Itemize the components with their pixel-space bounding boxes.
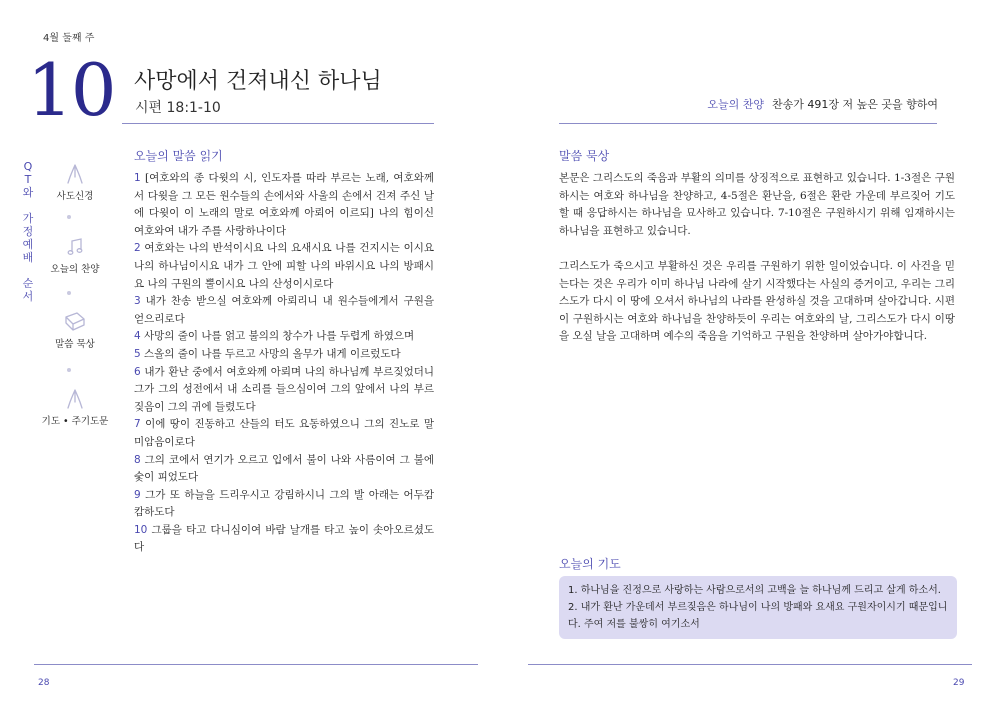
music-note-icon — [64, 236, 86, 258]
verse-number: 6 — [134, 365, 141, 378]
header-divider-left — [122, 123, 434, 124]
hymn-label: 오늘의 찬양 — [707, 98, 764, 111]
verse-text: 사망의 줄이 나를 얽고 불의의 창수가 나를 두렵게 하였으며 — [140, 330, 415, 343]
verse-number: 3 — [134, 295, 141, 308]
verse-text: 내가 환난 중에서 여호와께 아뢰며 나의 하나님께 부르짖었더니 그가 그의 성전에서 내 소리를 들으심이여 그의 앞에서 나의 부르짖음이 그의 귀에 들렸도다 — [134, 365, 434, 413]
scripture-reference: 시편 18:1-10 — [135, 100, 221, 116]
meditation-paragraph: 그리스도가 죽으시고 부활하신 것은 우리를 구원하기 위한 일이었습니다. 이 사건을 믿는다는 것은 우리가 이미 하나님 나라에 살기 시작했다는 사실의 증거이고, 우리는 그리스도가 다시 이 땅에 오셔서 하나님의 나라를 완성하실 것을 고대하며 살아갑니다. 시편이 구원하시는 여호와 하나님을 찬양하듯이 우리는 여호와의 날, 그리스도가 다시 이땅을 오실 날을 고대하며 예수의 죽음을 기억하고 구원을 찬양하며 살아가야합니다. — [559, 259, 955, 343]
meditation-text — [559, 170, 955, 364]
reading-heading: 오늘의 말씀 읽기 — [134, 149, 223, 163]
verse-number: 2 — [134, 242, 141, 255]
footer-divider-left — [34, 664, 478, 665]
meditation-paragraph: 본문은 그리스도의 죽음과 부활의 의미를 상징적으로 표현하고 있습니다. 1-3절은 구원하시는 여호와 하나님을 찬양하고, 4-5절은 환난을, 6절은 환란 가운데 부르짖어 기도할 때 응답하시는 하나님을 묘사하고 있습니다. 7-10절은 구원하시기 위해 임재하시는 하나님을 표현하고 있습니다. — [559, 172, 955, 237]
reading-text — [134, 170, 434, 557]
meditation-heading: 말씀 묵상 — [559, 149, 610, 163]
verse-text: 스올의 줄이 나를 두르고 사망의 올무가 내게 이르렀도다 — [140, 347, 401, 360]
sidebar-dot — [67, 368, 71, 372]
footer-divider-right — [528, 664, 972, 665]
sidebar-item-label: 사도신경 — [56, 191, 94, 202]
sidebar-item-label: 말씀 묵상 — [55, 339, 95, 350]
prayer-box — [559, 576, 957, 639]
page-title: 사망에서 건져내신 하나님 — [134, 69, 382, 94]
header-divider-right — [559, 123, 937, 124]
hymn-text: 찬송가 491장 저 높은 곳을 향하여 — [772, 98, 938, 111]
sidebar-item-label: 기도 • 주기도문 — [41, 416, 109, 427]
sidebar-item-prayer[interactable] — [40, 388, 110, 427]
sidebar-item-label: 오늘의 찬양 — [50, 264, 100, 275]
sidebar-item-apostles-creed[interactable] — [40, 163, 110, 202]
verse-number: 10 — [134, 523, 148, 536]
sidebar-dot — [67, 291, 71, 295]
sidebar-dot — [67, 215, 71, 219]
prayer-line: 1. 하나님을 진정으로 사랑하는 사람으로서의 고백을 늘 하나님께 드리고 살게 하소서. — [568, 585, 941, 596]
verse-number: 8 — [134, 453, 141, 466]
praying-hands-icon — [64, 388, 86, 410]
verse-text: 그룹을 타고 다니심이여 바람 날개를 타고 높이 솟아오르셨도다 — [134, 523, 434, 554]
bible-book-icon — [63, 311, 87, 333]
week-label: 4월 둘째 주 — [43, 33, 95, 44]
hymn-info — [707, 96, 938, 112]
page-number-right: 29 — [953, 678, 965, 688]
verse-text: 이에 땅이 진동하고 산들의 터도 요동하였으니 그의 진노로 말미암음이로다 — [134, 418, 434, 448]
verse-number: 9 — [134, 488, 141, 501]
verse-text: 그의 코에서 연기가 오르고 입에서 불이 나와 사름이여 그 불에 숯이 피었도다 — [134, 453, 434, 484]
verse-text: 여호와는 나의 반석이시요 나의 요새시요 나를 건지시는 이시요 나의 하나님이시요 내가 그 안에 피할 나의 바위시요 나의 방패시요 나의 구원의 뿔이시요 나의 산성이시로다 — [134, 242, 434, 290]
verse-number: 1 — [134, 172, 141, 184]
sidebar-item-todays-hymn[interactable] — [40, 236, 110, 275]
sidebar-item-word-meditation[interactable] — [40, 311, 110, 350]
verse-number: 7 — [134, 418, 141, 431]
day-number: 10 — [27, 48, 115, 132]
prayer-heading: 오늘의 기도 — [559, 557, 621, 571]
sidebar-vertical-label: Q T 와 가 정 예 배 순 서 — [22, 160, 34, 303]
verse-text: [여호와의 종 다윗의 시, 인도자를 따라 부르는 노래, 여호와께서 다윗을 그 모든 원수들의 손에서와 사울의 손에서 건져 주신 날에 다윗이 이 노래의 말로 여호와께 아뢰어 이르되] 나의 힘이신 여호와여 내가 주를 사랑하나이다 — [134, 172, 434, 237]
praying-hands-icon — [64, 163, 86, 185]
verse-text: 내가 찬송 받으실 여호와께 아뢰리니 내 원수들에게서 구원을 얻으리로다 — [134, 295, 434, 325]
verse-number: 4 — [134, 330, 141, 343]
verse-text: 그가 또 하늘을 드리우시고 강림하시니 그의 발 아래는 어두캄캄하도다 — [134, 488, 434, 519]
verse-number: 5 — [134, 347, 141, 360]
page-number-left: 28 — [38, 678, 50, 688]
prayer-line: 2. 내가 환난 가운데서 부르짖음은 하나님이 나의 방패와 요새요 구원자이시기 때문입니다. 주여 저를 불쌍히 여기소서 — [568, 602, 948, 630]
